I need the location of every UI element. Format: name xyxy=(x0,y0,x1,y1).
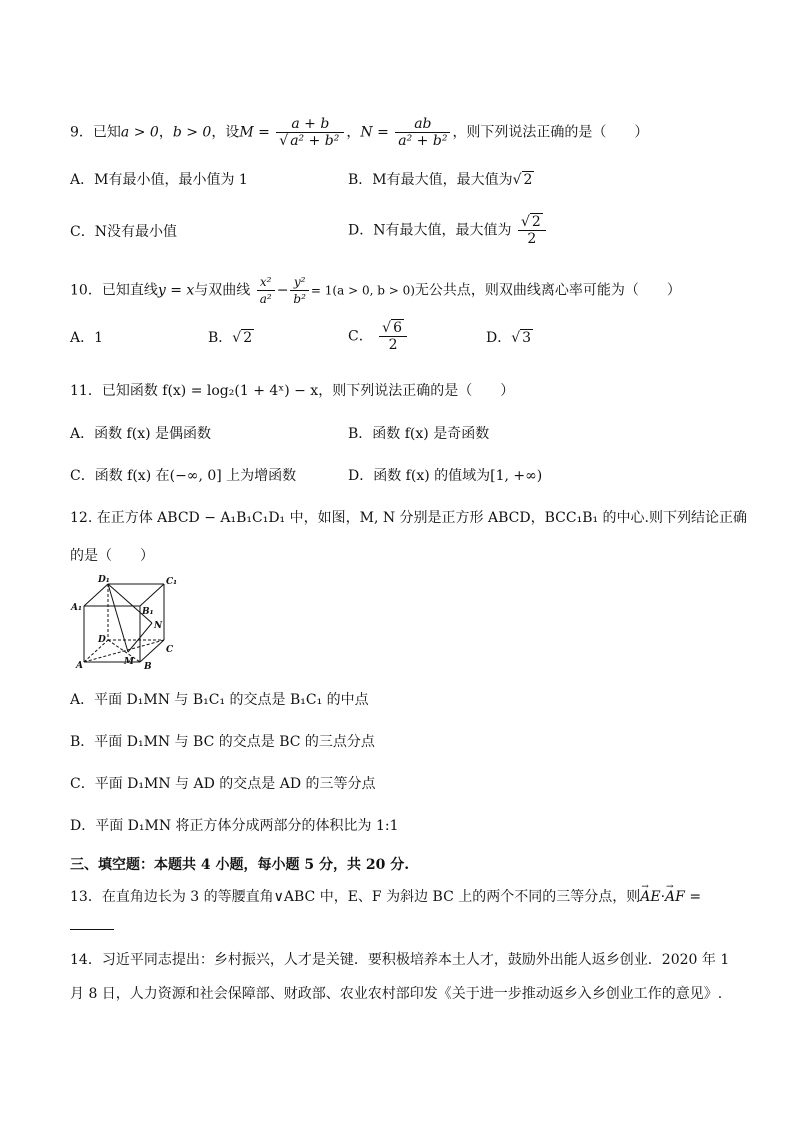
label-c: C xyxy=(166,645,174,655)
q9-option-a: A．M有最小值，最小值为 1 xyxy=(70,172,248,188)
label-n: N xyxy=(154,621,163,631)
edge-b1c1 xyxy=(140,584,164,606)
q10-option-d-text: D． xyxy=(486,330,512,346)
q10-option-a: A．1 xyxy=(70,330,104,346)
q10-option-c-den: 2 xyxy=(388,337,398,353)
q9-m-num: a + b xyxy=(276,116,344,133)
q9-option-b-value: 2 xyxy=(523,172,533,188)
label-d: D xyxy=(98,635,106,645)
q13-dot: · xyxy=(660,889,666,905)
q9-prefix: 9．已知 xyxy=(70,124,121,141)
sqrt-sign: √ xyxy=(520,214,530,230)
q12-option-d: D．平面 D₁MN 将正方体分成两部分的体积比为 1:1 xyxy=(70,818,399,834)
q11-option-d: D．函数 f(x) 的值域为[1, +∞) xyxy=(348,468,543,484)
q10-option-c xyxy=(348,320,409,353)
q10-stem-c: 无公共点，则双曲线离心率可能为（ ） xyxy=(414,282,681,299)
q9-cond2: b > 0 xyxy=(172,124,212,141)
q11-option-a: A．函数 f(x) 是偶函数 xyxy=(70,426,212,442)
q10-hyp-x: x² xyxy=(257,274,275,291)
q9-n-num: ab xyxy=(395,116,450,133)
q12-stem-line2: 的是（ ） xyxy=(70,548,154,564)
q11-option-c: C．函数 f(x) 在(−∞, 0] 上为增函数 xyxy=(70,468,297,484)
q9-set: ，设 xyxy=(211,124,240,141)
q13-stem xyxy=(70,887,701,907)
label-m: M xyxy=(124,657,134,667)
q10-option-b xyxy=(208,328,254,348)
edge-a1d1 xyxy=(84,584,108,606)
q10-line-eq: y = x xyxy=(157,282,195,299)
q10-hyp-tail: = 1(a > 0, b > 0) xyxy=(310,283,415,298)
q13-stem-text: 13．在直角边长为 3 的等腰直角∨ABC 中，E、F 为斜边 BC 上的两个不同的三等分点，则 xyxy=(70,889,641,905)
q10-stem-b: 与双曲线 xyxy=(194,282,251,299)
q9-option-c: C．N没有最小值 xyxy=(70,224,177,240)
q9-option-b-text: B．M有最大值，最大值为 xyxy=(348,172,513,188)
q9-option-d-den: 2 xyxy=(527,231,537,247)
q9-suffix: ，则下列说法正确的是（ ） xyxy=(452,124,649,141)
sqrt-sign: √ xyxy=(232,330,242,346)
q10-frac-x xyxy=(257,274,275,307)
label-a1: A₁ xyxy=(71,603,82,613)
q11-stem: 11．已知函数 f(x) = log₂(1 + 4ˣ) − x，则下列说法正确的是（ ） xyxy=(70,383,515,399)
q10-option-c-num: 6 xyxy=(393,320,403,336)
label-c1: C₁ xyxy=(166,577,178,587)
q9-n-lhs: N = xyxy=(360,124,389,141)
q9-n-fraction xyxy=(395,116,450,149)
q10-hyp-a: a² xyxy=(259,292,272,306)
q14-line1: 14．习近平同志提出：乡村振兴，人才是关键．要积极培养本土人才，鼓励外出能人返乡创业．2020 年 1 xyxy=(70,952,730,968)
label-b1: B₁ xyxy=(142,607,154,617)
q10-option-b-value: 2 xyxy=(243,330,253,346)
label-b: B xyxy=(144,662,152,672)
q9-option-d-fraction xyxy=(518,214,546,247)
q10-stem: 10．已知直线y = x与双曲线 $\frac{\text{x²}}{\text{a²}}$ − $\frac{\text{y²}}{\text{b²}}$ = 1(a > 0, b > 0)无公共点，则双曲线离心率可能为（ ） xyxy=(70,275,681,306)
q10-option-d-value: 3 xyxy=(522,330,532,346)
q10-hyp-y: y² xyxy=(290,274,309,291)
q12-option-b: B．平面 D₁MN 与 BC 的交点是 BC 的三点分点 xyxy=(70,734,375,750)
section-3-title: 三、填空题：本题共 4 小题，每小题 5 分，共 20 分. xyxy=(70,857,410,873)
q9-option-d-num: 2 xyxy=(531,214,541,230)
label-d1: D₁ xyxy=(98,575,110,585)
q9-option-d xyxy=(348,214,548,247)
q10-frac-y xyxy=(290,274,309,307)
sqrt-sign: √ xyxy=(382,320,392,336)
q9-option-d-text: D．N有最大值，最大值为 xyxy=(348,222,512,239)
q9-stem: 9．已知a > 0，b > 0，设M = $\frac{a + b}{\text{√ a² + b²}}$ ，N = $\frac{ab}{\text{a² + b²}}$ ，则下列说法正确的是（ ） xyxy=(70,116,649,149)
sqrt-sign: √ xyxy=(511,330,521,346)
q13-equals: = xyxy=(689,889,702,905)
q13-vector-ae: → AE xyxy=(640,887,660,907)
segment-d1m xyxy=(108,584,128,652)
q9-option-b xyxy=(348,170,534,190)
q9-m-lhs: M = xyxy=(239,124,270,141)
q12-option-c: C．平面 D₁MN 与 AD 的交点是 AD 的三等分点 xyxy=(70,776,376,792)
sqrt-sign: √ xyxy=(279,133,289,149)
q10-hyp-b: b² xyxy=(293,292,306,306)
q9-cond1: a > 0 xyxy=(120,124,159,141)
q9-m-fraction xyxy=(276,116,344,149)
q13-vector-af: → AF xyxy=(665,887,685,907)
q10-option-b-text: B． xyxy=(208,330,233,346)
q10-option-c-fraction xyxy=(379,320,407,353)
cube-figure xyxy=(70,572,178,672)
q11-option-b: B．函数 f(x) 是奇函数 xyxy=(348,426,490,442)
q9-n-den: a² + b² xyxy=(398,133,448,149)
q14-line2: 月 8 日，人力资源和社会保障部、财政部、农业农村部印发《关于进一步推动返乡入乡创业工作的意见》. xyxy=(70,986,723,1002)
label-a: A xyxy=(76,661,83,671)
q10-option-d xyxy=(486,328,533,348)
segment-d1n xyxy=(108,584,152,623)
q9-m-den: a² + b² xyxy=(290,133,340,149)
sqrt-sign: √ xyxy=(512,172,522,188)
q12-stem-line1: 12. 在正方体 ABCD − A₁B₁C₁D₁ 中，如图，M, N 分别是正方形 ABCD，BCC₁B₁ 的中心.则下列结论正确 xyxy=(70,510,747,526)
q10-option-c-text: C． xyxy=(348,328,373,345)
q13-answer-blank xyxy=(70,915,114,936)
q10-stem-a: 10．已知直线 xyxy=(70,282,158,299)
q12-option-a: A．平面 D₁MN 与 B₁C₁ 的交点是 B₁C₁ 的中点 xyxy=(70,692,369,708)
